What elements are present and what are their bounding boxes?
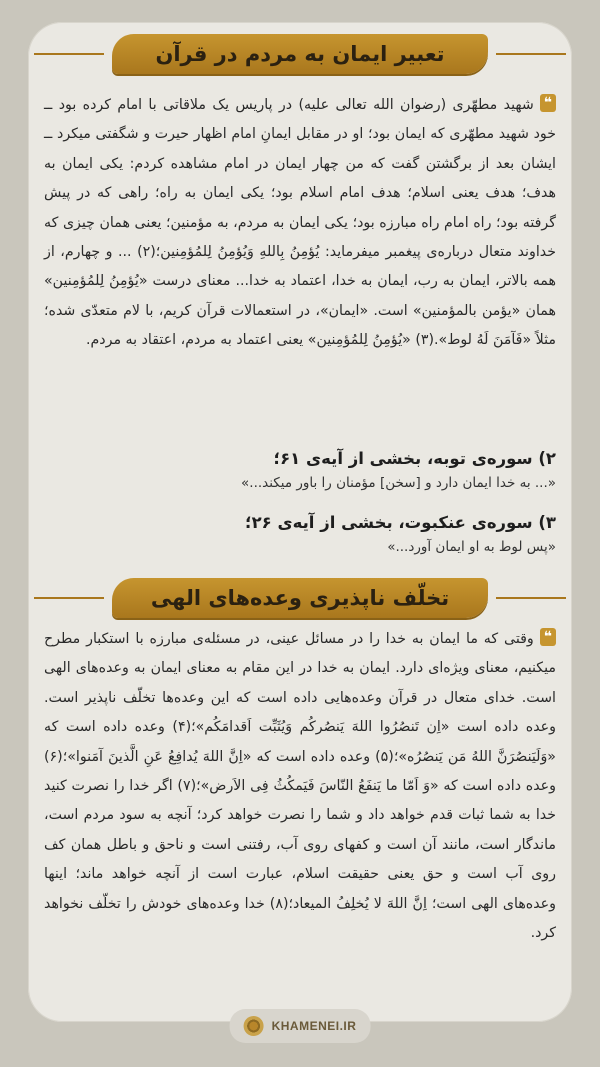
section2-title: تخلّف ناپذیری وعده‌های الهی	[150, 586, 450, 610]
section2-text: وقتی که ما ایمان به خدا را در مسائل عینی، در مسئله‌ی مبارزه با استکبار مطرح میکنیم، معنای ویژه‌ای دارد. ایمان به خدا در این مقام به معنای ایمان به وعده‌های الهی است. خدای متعال در قرآن وعده‌هایی داده است که این وعده‌ها تخلّف ناپذیر است. وعده داده است «اِن تَنصُرُوا اللهَ یَنصُرکُم وَیُثَبِّت اَقدامَکُم»؛(۴) وعده داده است که «وَلَیَنصُرَنَّ اللهُ مَن یَنصُرُه»؛(۵) وعده داده است که «اِنَّ اللهَ یُدافِعُ عَنِ الَّذینَ آمَنوا»؛(۶) وعده داده است که «وَ اَمّا ما یَنفَعُ النّاسَ فَیَمکُثُ فِی الاَرض»؛(۷) اگر خدا را نصرت کنید خدا به شما ثبات قدم خواهد داد و شما را نصرت خواهد کرد؛ آنچه به سود مردم است، ماندگار است، مانند آن است و کفهای روی آب، رفتنی است و ناحق و باطل همان کف روی آب است و حق یعنی حقیقت اسلام، عبارت است از آنچه خواهد ماند؛ اینها وعده‌های الهی است؛ اِنَّ اللهَ لا یُخلِفُ المیعاد؛(۸) خدا وعده‌های خودش را تخلّف نخواهد کرد.	[44, 631, 556, 942]
footer-logo[interactable]	[230, 1009, 371, 1043]
reference-3-text: «پس لوط به او ایمان آورد...»	[387, 539, 556, 555]
section2-paragraph	[44, 625, 556, 948]
quote-mark-icon: ❝	[540, 94, 556, 112]
section1-paragraph	[44, 91, 556, 356]
section2-title-banner	[112, 578, 488, 618]
reference-2-title: ۲) سوره‌ی توبه، بخشی از آیه‌ی ۶۱؛	[273, 449, 556, 468]
site-name: KHAMENEI.IR	[271, 1019, 357, 1033]
reference-2	[44, 446, 556, 494]
section1-title-banner	[112, 34, 488, 74]
reference-2-text: «... به خدا ایمان دارد و [سخن] مؤمنان را باور میکند...»	[241, 475, 556, 491]
reference-3	[44, 510, 556, 558]
reference-3-title: ۳) سوره‌ی عنکبوت، بخشی از آیه‌ی ۲۶؛	[244, 513, 556, 532]
section1-text: شهید مطهّری (رضوان الله تعالی علیه) در پاریس یک ملاقاتی با امام کرده بود ــ خود شهید مطهّری که ایمان بود؛ او در مقابل ایمانِ امام اظهار حیرت و شگفتی میکرد ــ ایشان بعد از برگشتن گفت که من چهار ایمان در امام مشاهده کردم: یکی ایمان به هدف؛ هدف یعنی اسلام؛ هدف امام اسلام بود؛ یکی ایمان به راه؛ راهی که در پیش گرفته بود؛ راه امام راه مبارزه بود؛ یکی ایمان به مردم، به مؤمنین؛ یعنی همان چیزی که خداوند متعال درباره‌ی پیغمبر میفرماید: یُؤمِنُ بِاللهِ وَیُؤمِنُ لِلمُؤمِنین؛(۲) ... و چهارم، از همه بالاتر، ایمان به رب، ایمان به خدا، اعتماد به خدا... معنای درست «یُؤمِنُ لِلمُؤمِنین» همان «یؤمن بالمؤمنین» است. «ایمان»، در استعمالات قرآن کریم، با لام متعدّی شده؛ مثلاً «فَآمَنَ لَهُ لوط».(۳) «یُؤمِنُ لِلمُؤمِنین» یعنی اعتماد به مردم، اعتقاد به مردم.	[44, 97, 556, 349]
quote-mark-icon: ❝	[540, 628, 556, 646]
section1-title: تعبیر ایمان به مردم در قرآن	[155, 42, 445, 66]
emblem-icon	[244, 1016, 264, 1036]
